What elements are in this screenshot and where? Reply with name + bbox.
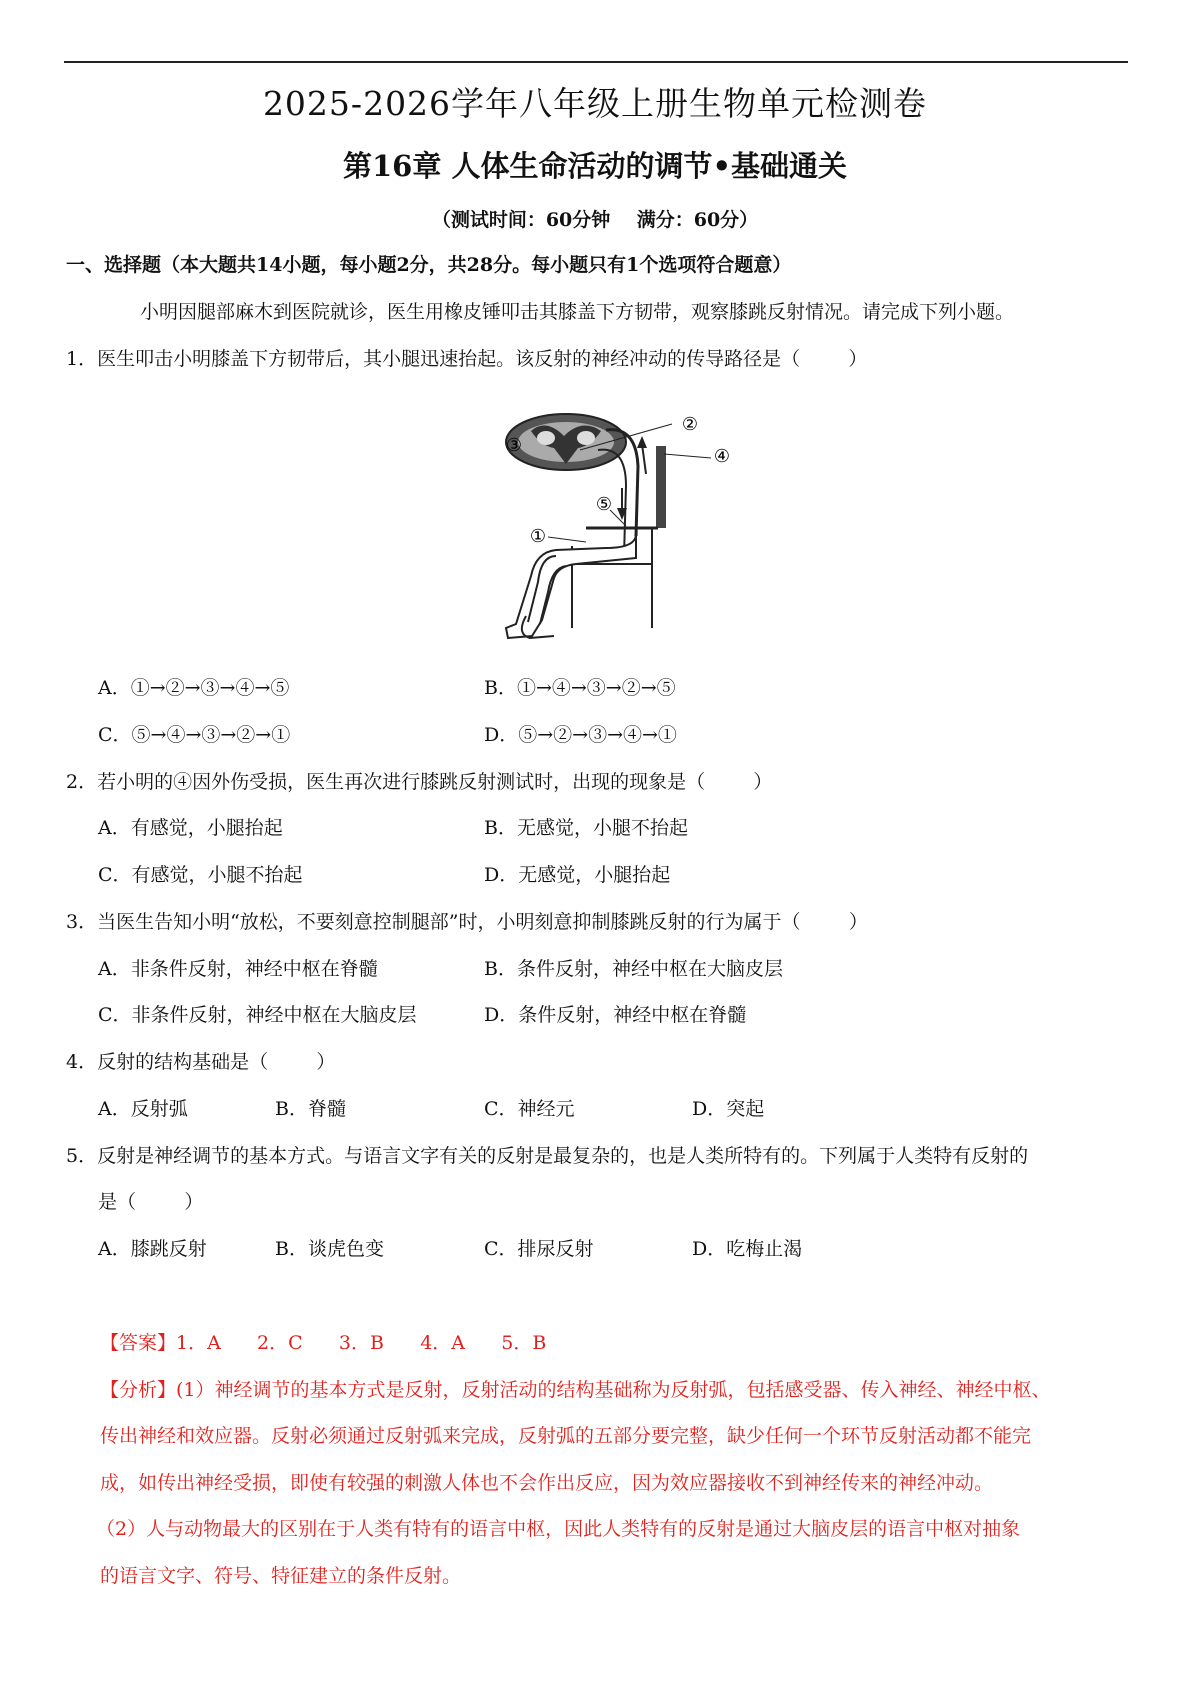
label-5: ⑤ xyxy=(595,494,613,515)
question-4-stem: 4．反射的结构基础是（ ） xyxy=(66,1051,336,1073)
q3-option-a[interactable]: A．非条件反射，神经中枢在脊髓 xyxy=(98,958,378,980)
q5-option-c[interactable]: C．排尿反射 xyxy=(484,1238,594,1260)
label-1: ① xyxy=(529,526,547,547)
label-4: ④ xyxy=(713,446,731,467)
chair xyxy=(572,446,666,628)
q2-option-a[interactable]: A．有感觉，小腿抬起 xyxy=(98,817,283,839)
q5-option-b[interactable]: B．谈虎色变 xyxy=(275,1238,384,1260)
analysis-line-5: 的语言文字、符号、特征建立的条件反射。 xyxy=(100,1565,462,1587)
top-rule xyxy=(64,61,1128,63)
q3-option-b[interactable]: B．条件反射，神经中枢在大脑皮层 xyxy=(484,958,783,980)
chapter-subtitle: 第16章 人体生命活动的调节•基础通关 xyxy=(343,149,847,183)
question-3-stem: 3．当医生告知小明“放松，不要刻意控制腿部”时，小明刻意抑制膝跳反射的行为属于（ ） xyxy=(66,911,868,933)
q4-option-d[interactable]: D．突起 xyxy=(692,1098,765,1120)
q1-option-b[interactable]: B．①→④→③→②→⑤ xyxy=(484,677,676,699)
test-time-info: （测试时间：60分钟 满分：60分） xyxy=(431,209,759,231)
q2-option-d[interactable]: D．无感觉，小腿抬起 xyxy=(484,864,671,886)
q3-option-d[interactable]: D．条件反射，神经中枢在脊髓 xyxy=(484,1004,747,1026)
q3-option-c[interactable]: C．非条件反射，神经中枢在大脑皮层 xyxy=(98,1004,417,1026)
intro-paragraph: 小明因腿部麻木到医院就诊，医生用橡皮锤叩击其膝盖下方韧带，观察膝跳反射情况。请完成下列小题。 xyxy=(140,301,1015,323)
question-5-stem-line2: 是（ ） xyxy=(98,1191,204,1213)
q5-option-d[interactable]: D．吃梅止渴 xyxy=(692,1238,803,1260)
q2-option-b[interactable]: B．无感觉，小腿不抬起 xyxy=(484,817,688,839)
analysis-line-3: 成，如传出神经受损，即使有较强的刺激人体也不会作出反应，因为效应器接收不到神经传来的神经冲动。 xyxy=(100,1472,994,1494)
q4-option-c[interactable]: C．神经元 xyxy=(484,1098,575,1120)
q5-option-a[interactable]: A．膝跳反射 xyxy=(98,1238,207,1260)
answer-line: 【答案】1．A 2．C 3．B 4．A 5．B xyxy=(100,1332,547,1354)
question-1-stem: 1．医生叩击小明膝盖下方韧带后，其小腿迅速抬起。该反射的神经冲动的传导路径是（ ） xyxy=(66,348,868,370)
analysis-line-4: （2）人与动物最大的区别在于人类有特有的语言中枢，因此人类特有的反射是通过大脑皮层的语言中枢对抽象 xyxy=(96,1518,1021,1540)
q2-option-c[interactable]: C．有感觉，小腿不抬起 xyxy=(98,864,303,886)
label-2: ② xyxy=(681,414,699,435)
knee-reflex-figure xyxy=(486,406,746,646)
label-3: ③ xyxy=(505,435,523,456)
q1-option-a[interactable]: A．①→②→③→④→⑤ xyxy=(98,677,290,699)
q1-option-d[interactable]: D．⑤→②→③→④→① xyxy=(484,724,677,746)
section-heading: 一、选择题（本大题共14小题，每小题2分，共28分。每小题只有1个选项符合题意） xyxy=(66,254,792,276)
q4-option-a[interactable]: A．反射弧 xyxy=(98,1098,188,1120)
question-5-stem-line1: 5．反射是神经调节的基本方式。与语言文字有关的反射是最复杂的，也是人类所特有的。下列属于人类特有反射的 xyxy=(66,1145,1029,1167)
question-2-stem: 2．若小明的④因外伤受损，医生再次进行膝跳反射测试时，出现的现象是（ ） xyxy=(66,771,773,793)
q4-option-b[interactable]: B．脊髓 xyxy=(275,1098,346,1120)
analysis-line-2: 传出神经和效应器。反射必须通过反射弧来完成，反射弧的五部分要完整，缺少任何一个环节反射活动都不能完 xyxy=(100,1425,1032,1447)
page-title: 2025-2026学年八年级上册生物单元检测卷 xyxy=(262,84,928,123)
q1-option-c[interactable]: C．⑤→④→③→②→① xyxy=(98,724,291,746)
analysis-line-1: 【分析】(1）神经调节的基本方式是反射，反射活动的结构基础称为反射弧，包括感受器、传入神经、神经中枢、 xyxy=(100,1379,1051,1401)
